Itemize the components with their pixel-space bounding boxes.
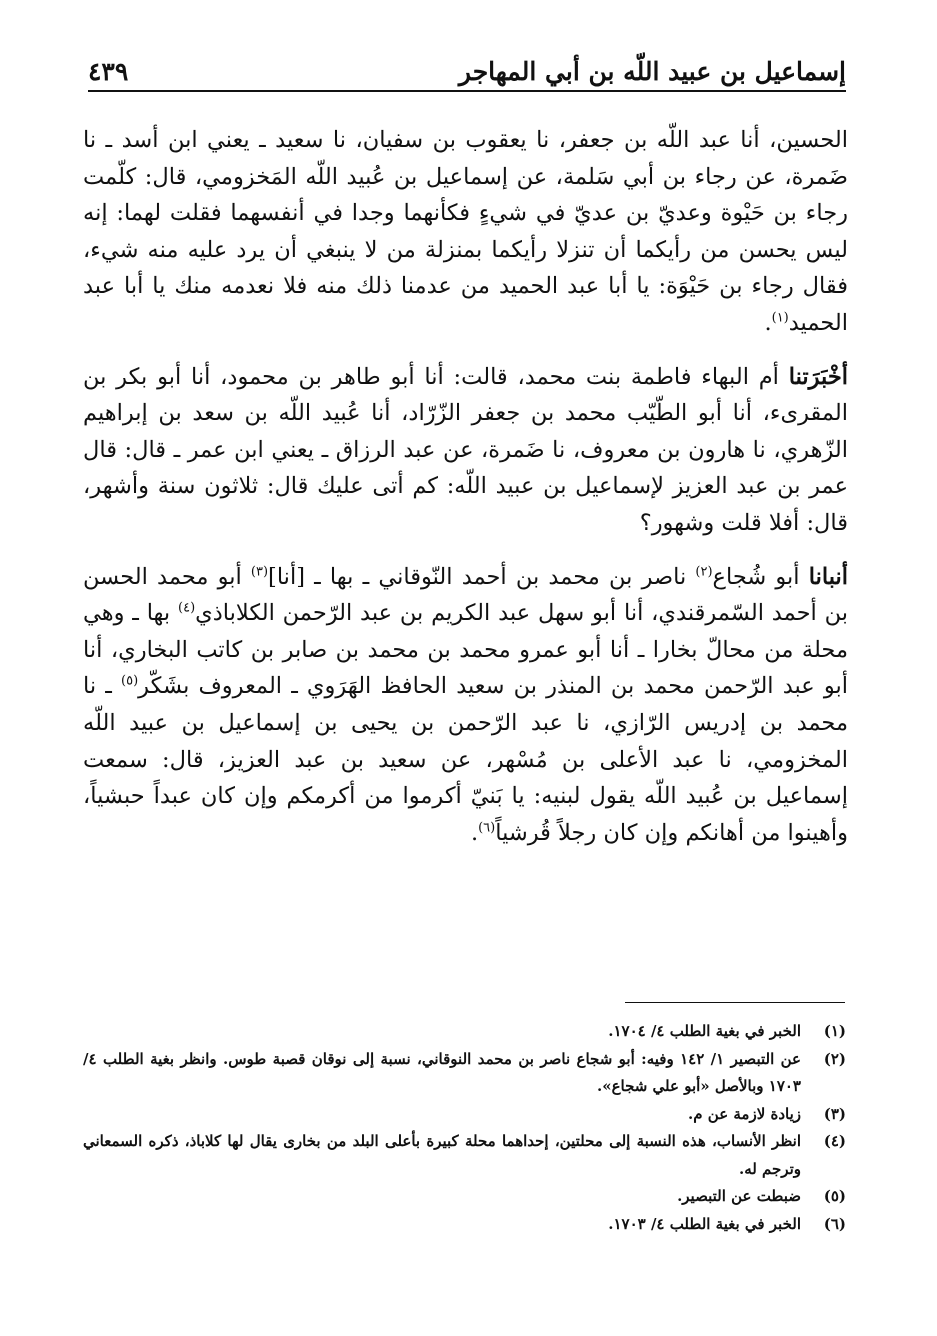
footnote-ref-1: (١) bbox=[771, 310, 789, 326]
page-number: ٤٣٩ bbox=[88, 57, 129, 86]
footnote bbox=[83, 1183, 846, 1211]
footnote bbox=[83, 1128, 846, 1183]
footnotes bbox=[83, 1018, 846, 1238]
footnote-ref-5: (٥) bbox=[121, 673, 139, 689]
paragraph-3-text-4: بها ـ وهي محلة من محالّ بخارا ـ أنا أبو عمرو محمد بن محمد بن صابر بن كاتب البخاري، أنا أبو عبد الرّحمن محمد بن المنذر بن سعيد الحافظ الهَرَوي ـ المعروف بشَكّر bbox=[83, 600, 849, 700]
paragraph-3-text-1: أبو شُجاع bbox=[712, 563, 809, 590]
footnote-separator bbox=[625, 1002, 845, 1003]
main-text bbox=[83, 122, 848, 868]
footnote-ref-4: (٤) bbox=[178, 600, 196, 616]
footnote-text: ضبطت عن التبصير. bbox=[677, 1187, 801, 1205]
footnote bbox=[83, 1211, 846, 1239]
footnote-text: انظر الأنساب، هذه النسبة إلى محلتين، إحداهما محلة كبيرة بأعلى البلد من بخارى يقال لها كلاباذ، ذكره السمعاني وترجم له. bbox=[83, 1132, 801, 1178]
paragraph-3 bbox=[83, 559, 848, 852]
footnote-number: (١) bbox=[823, 1022, 846, 1040]
footnote-number: (٦) bbox=[823, 1214, 846, 1233]
paragraph-3-end: . bbox=[470, 819, 479, 846]
paragraph-2-lead: أخْبَرَتنا bbox=[788, 363, 848, 390]
footnote-text: الخبر في بغية الطلب ٤/ ١٧٠٣. bbox=[608, 1214, 801, 1233]
footnote-number: (٤) bbox=[823, 1132, 846, 1150]
footnote-number: (٥) bbox=[823, 1187, 846, 1205]
footnote-text: عن التبصير ١/ ١٤٢ وفيه: أبو شجاع ناصر بن محمد النوقاني، نسبة إلى نوقان قصبة طوس. وانظر بغية الطلب ٤/ ١٧٠٣ وبالأصل «أبو علي شجاع». bbox=[83, 1049, 802, 1095]
footnote bbox=[83, 1101, 846, 1129]
footnote-number: (٢) bbox=[823, 1049, 846, 1068]
footnote bbox=[83, 1018, 846, 1046]
paragraph-2 bbox=[83, 359, 848, 542]
footnote-text: زيادة لازمة عن م. bbox=[688, 1104, 801, 1123]
paragraph-2-text: أم البهاء فاطمة بنت محمد، قالت: أنا أبو طاهر بن محمود، أنا أبو بكر بن المقرىء، أنا أبو الطّيّب محمد بن جعفر الزّرّاد، أنا عُبيد اللّه بن سعد بن إبراهيم الزّهري، نا هارون بن معروف، نا ضَمرة، عن عبد الرزاق ـ يعني ابن عمر ـ قال: قال عمر بن عبد العزيز لإسماعيل بن عبيد اللّه: كم أتى عليك قال: ثلاثون سنة وأشهر، قال: أفلا قلت وشهور؟ bbox=[83, 363, 848, 536]
paragraph-3-text-2: ناصر بن محمد بن أحمد النّوقاني ـ بها ـ [أنا] bbox=[268, 563, 696, 590]
paragraph-3-text-3: أبو محمد الحسن بن أحمد السّمرقندي، أنا أبو سهل عبد الكريم بن عبد الرّحمن الكلاباذي bbox=[83, 563, 848, 627]
paragraph-1 bbox=[83, 122, 848, 342]
paragraph-1-end: . bbox=[764, 309, 772, 336]
footnote-ref-6: (٦) bbox=[478, 820, 496, 836]
footnote bbox=[83, 1046, 846, 1101]
paragraph-3-lead: أنبانا bbox=[808, 563, 848, 590]
footnote-text: الخبر في بغية الطلب ٤/ ١٧٠٤. bbox=[608, 1022, 801, 1040]
footnote-ref-2: (٢) bbox=[695, 564, 713, 580]
footnote-ref-3: (٣) bbox=[250, 564, 269, 580]
page-header bbox=[88, 54, 846, 92]
footnote-number: (٣) bbox=[823, 1104, 846, 1123]
paragraph-3-text-5: ـ نا محمد بن إدريس الرّازي، نا عبد الرّحمن بن يحيى بن إسماعيل بن عبيد اللّه المخزومي، نا عبد الأعلى بن مُسْهر، عن سعيد بن عبد العزيز، قال: سمعت إسماعيل بن عُبيد اللّه يقول لبنيه: يا بَنيّ أكرموا من أكرمكم وإن كان عبداً حبشياً، وأهينوا من أهانكم وإن كان رجلاً قُرشياً bbox=[83, 673, 848, 846]
paragraph-1-text: الحسين، أنا عبد اللّه بن جعفر، نا يعقوب بن سفيان، نا سعيد ـ يعني ابن أسد ـ نا ضَمرة، عن رجاء بن أبي سَلمة، عن إسماعيل بن عُبيد اللّه المَخزومي، قال: كلّمت رجاء بن حَيْوة وعديّ بن عديّ في شيءٍ فكأنهما وجدا في أنفسهما فقلت لهما: إنه ليس يحسن من رأيكما أن تنزلا رأيكما بمنزلة من لا ينبغي أن يرد عليه منه شيء، فقال رجاء بن حَيْوَة: يا أبا عبد الحميد من عدمنا ذلك منه فلا نعدمه منك يا أبا عبد الحميد bbox=[83, 127, 848, 336]
running-title: إسماعيل بن عبيد اللّه بن أبي المهاجر bbox=[458, 57, 846, 86]
